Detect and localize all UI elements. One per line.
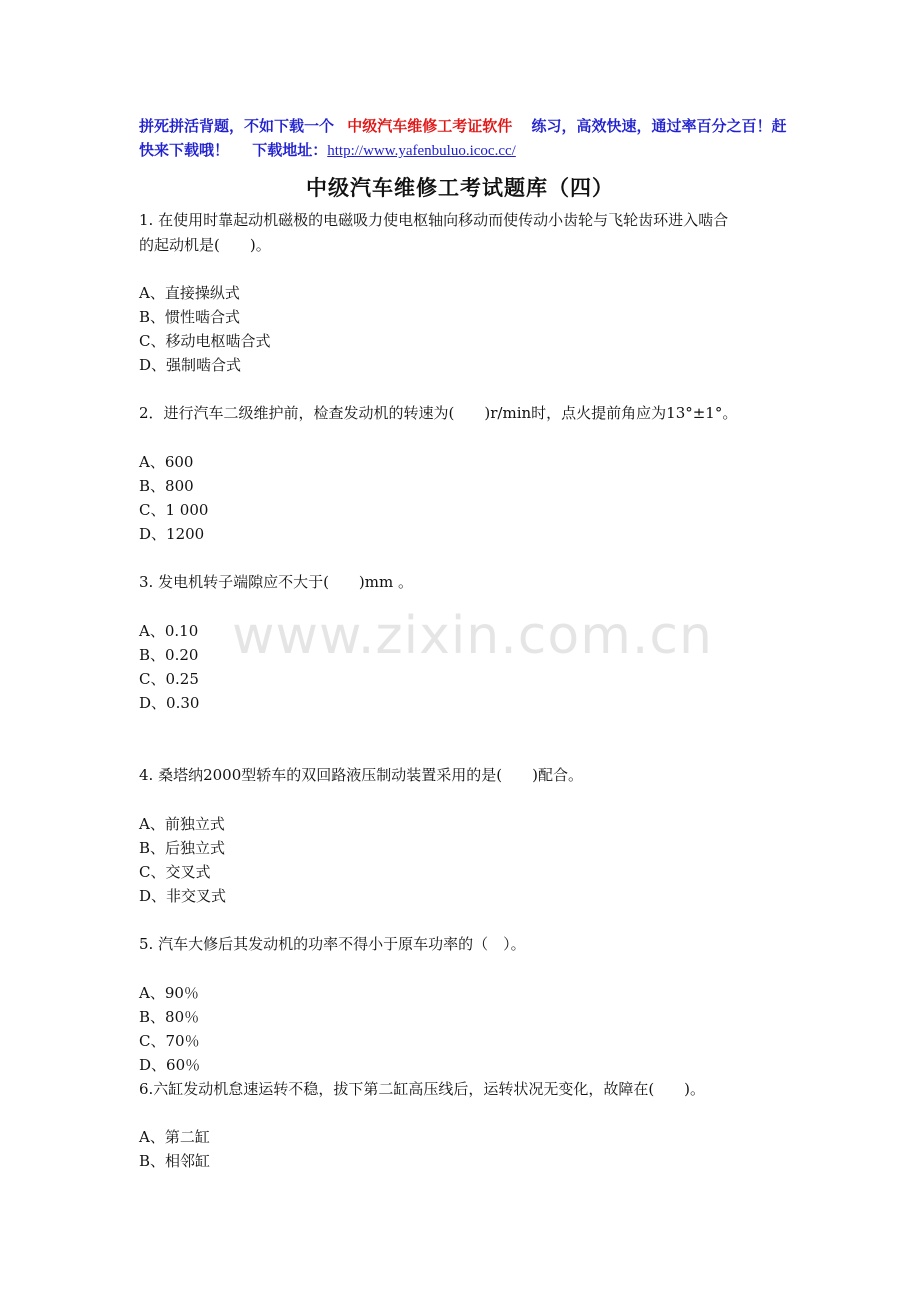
question-1-option-a: A、直接操纵式: [139, 284, 240, 302]
question-1-stem: 1. 在使用时靠起动机磁极的电磁吸力使电枢轴向移动而使传动小齿轮与飞轮齿环进入啮合: [139, 211, 729, 229]
page-title: 中级汽车维修工考试题库（四）: [306, 176, 614, 200]
question-2-stem: 2．进行汽车二级维护前，检查发动机的转速为( )r/min时，点火提前角应为13°±1°。: [139, 404, 738, 422]
question-1-stem-cont: 的起动机是( )。: [139, 236, 271, 254]
question-2-option-c: C、1 000: [139, 501, 209, 519]
question-3-option-a: A、0.10: [139, 622, 199, 640]
question-4-stem: 4. 桑塔纳2000型轿车的双回路液压制动装置采用的是( )配合。: [139, 766, 583, 784]
question-3-option-c: C、0.25: [139, 670, 199, 688]
question-5-option-c: C、70％: [139, 1032, 200, 1050]
question-3-option-d: D、0.30: [139, 694, 200, 712]
promo-text-2: 练习，高效快速，通过率百分之百！赶快来下载哦！: [139, 117, 787, 159]
question-1-option-b: B、惯性啮合式: [139, 308, 241, 326]
question-4-option-c: C、交叉式: [139, 863, 211, 881]
question-4-option-b: B、后独立式: [139, 839, 226, 857]
question-1-option-d: D、强制啮合式: [139, 356, 242, 374]
question-3-stem: 3. 发电机转子端隙应不大于( )mm 。: [139, 573, 414, 591]
question-5-option-d: D、60％: [139, 1056, 201, 1074]
question-2-option-d: D、1200: [139, 525, 205, 543]
question-1-option-c: C、移动电枢啮合式: [139, 332, 271, 350]
question-6-stem: 6.六缸发动机怠速运转不稳，拔下第二缸高压线后，运转状况无变化，故障在( )。: [139, 1080, 706, 1098]
question-6-option-b: B、相邻缸: [139, 1152, 211, 1170]
question-4-option-d: D、非交叉式: [139, 887, 227, 905]
question-2-option-b: B、800: [139, 477, 194, 495]
question-5-option-a: A、90％: [139, 984, 199, 1002]
question-5-stem: 5. 汽车大修后其发动机的功率不得小于原车功率的（ ）。: [139, 935, 526, 953]
question-4-option-a: A、前独立式: [139, 815, 225, 833]
question-6-option-a: A、第二缸: [139, 1128, 210, 1146]
download-link[interactable]: http://www.yafenbuluo.icoc.cc/: [327, 143, 516, 159]
question-5-option-b: B、80％: [139, 1008, 200, 1026]
promo-banner: [139, 114, 799, 163]
promo-text-1: 拼死拼活背题，不如下载一个: [139, 117, 335, 135]
question-3-option-b: B、0.20: [139, 646, 199, 664]
watermark: www.zixin.com.cn: [232, 606, 713, 666]
question-2-option-a: A、600: [139, 453, 194, 471]
download-label: 下载地址：: [252, 141, 328, 159]
promo-software-name: 中级汽车维修工考证软件: [347, 117, 513, 135]
